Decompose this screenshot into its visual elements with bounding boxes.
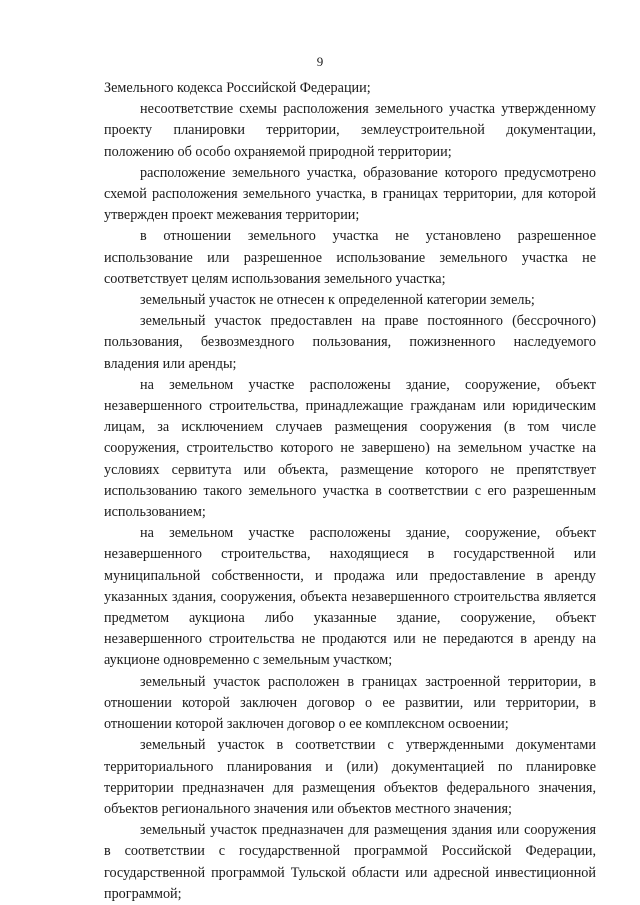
paragraph: несоответствие схемы расположения земельного участка утвержденному проекту планировки территории, землеустроительной документации, положению об особо охраняемой природной территории; — [104, 101, 596, 160]
paragraph: на земельном участке расположены здание, сооружение, объект незавершенного строительства, находящиеся в государственной или муниципальной собственности, и продажа или предоставление в аренду указанных здания, сооружения, объекта незавершенного строительства является предметом аукциона либо указанные здание, сооружение, объект незавершенного строительства не продаются или не передаются в аренду на аукционе одновременно с земельным участком; — [104, 525, 596, 669]
document-body — [104, 78, 596, 905]
paragraph: на земельном участке расположены здание, сооружение, объект незавершенного строительства, принадлежащие гражданам или юридическим лицам, за исключением случаев размещения сооружения (в том числе сооружения, строительство которого не завершено) на земельном участке на условиях сервитута или объекта, размещение которого не препятствует использованию такого земельного участка в соответствии с его разрешенным использованием; — [104, 376, 596, 521]
paragraph: земельный участок в соответствии с утвержденными документами территориального планирования и (или) документацией по планировке территории предназначен для размещения объектов федерального значения, объектов регионального значения или объектов местного значения; — [104, 737, 596, 817]
paragraph: земельный участок расположен в границах застроенной территории, в отношении которой заключен договор о ее развитии, или территории, в отношении которой заключен договор о ее комплексном освоении; — [104, 673, 596, 733]
page-number: 9 — [316, 54, 324, 69]
paragraph: расположение земельного участка, образование которого предусмотрено схемой расположения земельного участка, в границах территории, для которой утвержден проект межевания территории; — [104, 164, 596, 224]
paragraph: земельный участок не отнесен к определенной категории земель; — [140, 292, 535, 309]
paragraph: земельный участок предоставлен на праве постоянного (бессрочного) пользования, безвозмездного пользования, пожизненного наследуемого владения или аренды; — [104, 313, 596, 372]
paragraph: в отношении земельного участка не установлено разрешенное использование или разрешенное использование земельного участка не соответствует целям использования земельного участка; — [104, 228, 596, 287]
paragraph-continuation: Земельного кодекса Российской Федерации; — [104, 80, 371, 96]
paragraph: земельный участок предназначен для размещения здания или сооружения в соответствии с государственной программой Российской Федерации, государственной программой Тульской области или адресной инвестиционной программой; — [104, 822, 596, 902]
